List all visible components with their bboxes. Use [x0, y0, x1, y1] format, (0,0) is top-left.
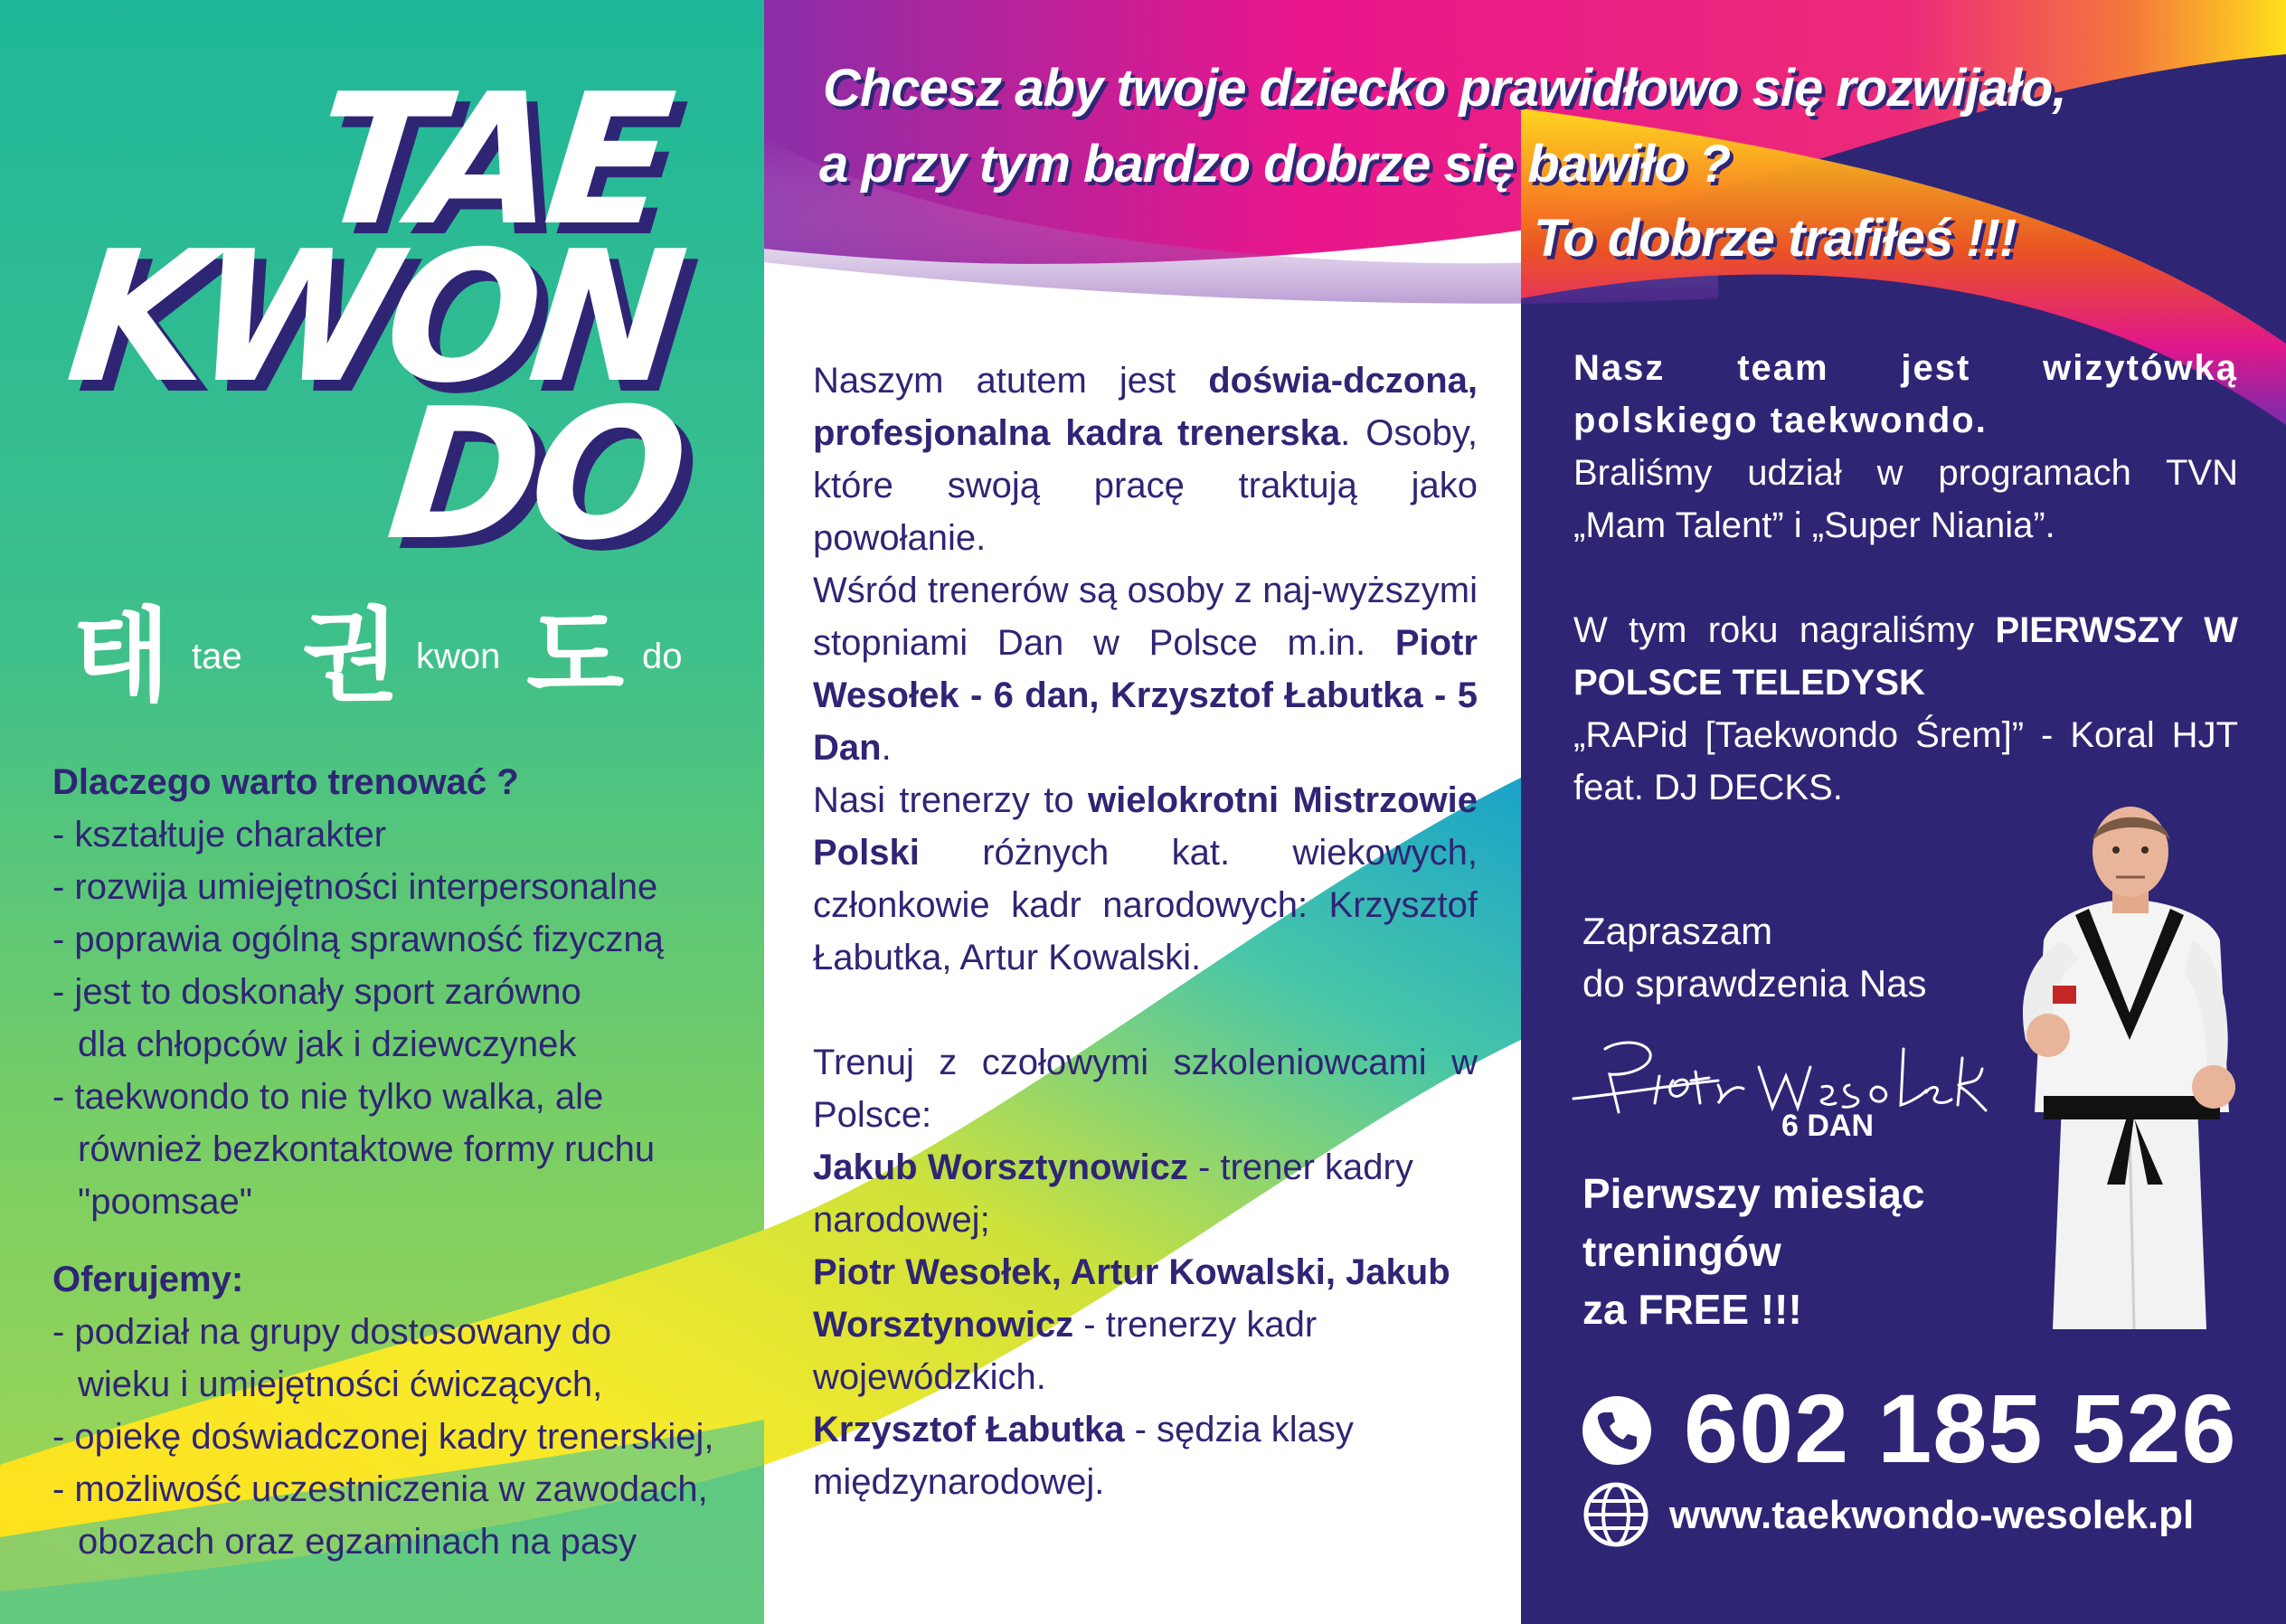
offer-section	[52, 1253, 713, 1568]
free-line: za FREE !!!	[1582, 1286, 1802, 1333]
why-item: - rozwija umiejętności interpersonalne	[52, 867, 658, 907]
hangul-kwon: 권	[302, 598, 401, 715]
why-item: - kształtuje charakter	[52, 815, 387, 854]
trainer-name: Piotr Wesołek, Artur Kowalski, Jakub Worsztynowicz	[813, 1252, 1450, 1345]
invite-line1: Zapraszam	[1582, 910, 1773, 952]
offer-item: wieku i umiejętności ćwiczących,	[78, 1364, 603, 1404]
phone-icon-glyph	[1582, 1396, 1651, 1465]
why-item: dla chłopców jak i dziewczynek	[78, 1024, 577, 1064]
middle-column	[813, 354, 1478, 1508]
team-bold: Nasz team jest wizytówką polskiego taekwondo.	[1573, 348, 2238, 440]
phone-number[interactable]: 602 185 526	[1684, 1374, 2237, 1483]
trainer-role: - trener kadry narodowej;	[813, 1147, 1413, 1240]
invite-line2: do sprawdzenia Nas	[1582, 962, 1927, 1005]
mid-text: . Osoby, które swoją pracę traktują jako powołanie.	[813, 413, 1478, 558]
headline-line2: a przy tym bardzo dobrze się bawiło ?	[819, 135, 1731, 194]
team-text: Braliśmy udział w programach TVN „Mam Talent” i „Super Niania”.	[1573, 453, 2238, 545]
mid-paragraph-dan	[813, 564, 1478, 774]
mid-trainer-2	[813, 1246, 1478, 1403]
mid-text: Nasi trenerzy to	[813, 780, 1089, 820]
logo-kwon: KWON	[59, 212, 685, 423]
signature-image	[1564, 1031, 1989, 1121]
team-heading	[1573, 342, 2238, 447]
clip-bold: PIERWSZY W POLSCE TELEDYSK	[1573, 610, 2239, 703]
logo-tae: TAE	[305, 55, 674, 266]
globe-icon	[1582, 1481, 1649, 1548]
why-item: "poomsae"	[78, 1182, 252, 1222]
trainer-role: - sędzia klasy międzynarodowej.	[813, 1410, 1354, 1502]
mid-text: .	[881, 728, 892, 768]
offer-item: - podział na grupy dostosowany do	[52, 1312, 612, 1352]
mid-bold: Piotr Wesołek - 6 dan, Krzysztof Łabutka - 5 Dan	[813, 623, 1478, 768]
roman-do: do	[642, 637, 683, 676]
headline-line3: To dobrze trafiłeś !!!	[1534, 209, 2017, 268]
phone-icon	[1582, 1396, 1651, 1465]
mid-text: Naszym atutem jest	[813, 361, 1209, 401]
headline-line1: Chcesz aby twoje dziecko prawidłowo się rozwijało,	[823, 59, 2066, 118]
mid-bold: doświa-dczona, profesjonalna kadra trenerska	[813, 361, 1478, 453]
free-line: treningów	[1582, 1228, 1781, 1275]
offer-item: - możliwość uczestniczenia w zawodach,	[52, 1469, 708, 1509]
why-item: również bezkontaktowe formy ruchu	[78, 1129, 656, 1169]
why-item: - taekwondo to nie tylko walka, ale	[52, 1077, 604, 1117]
why-title: Dlaczego warto trenować ?	[52, 762, 519, 802]
mid-text: różnych kat. wiekowych, członkowie kadr narodowych: Krzysztof Łabutka, Artur Kowalski.	[813, 833, 1478, 977]
roman-kwon: kwon	[416, 637, 501, 676]
dan-rank: 6 DAN	[1781, 1109, 1875, 1143]
trainer-name: Jakub Worsztynowicz	[813, 1147, 1188, 1187]
offer-title: Oferujemy:	[52, 1260, 244, 1299]
why-item: - jest to doskonały sport zarówno	[52, 972, 581, 1012]
offer-item: - opiekę doświadczonej kadry trenerskiej,	[52, 1417, 714, 1457]
mid-paragraph-staff	[813, 354, 1478, 564]
right-column	[1573, 342, 2238, 814]
offer-item: obozach oraz egzaminach na pasy	[78, 1522, 638, 1562]
clip-paragraph	[1573, 604, 2238, 709]
mid-paragraph-champions	[813, 774, 1478, 984]
trainer-name: Krzysztof Łabutka	[813, 1410, 1125, 1449]
mid-trainer-3	[813, 1403, 1478, 1508]
free-line: Pierwszy miesiąc	[1582, 1170, 1925, 1217]
hangul-tae: 태	[72, 598, 171, 715]
trainer-photo	[1998, 805, 2261, 1329]
website-link[interactable]: www.taekwondo-wesolek.pl	[1669, 1493, 2195, 1537]
roman-tae: tae	[192, 637, 242, 676]
why-item: - poprawia ogólną sprawność fizyczną	[52, 920, 664, 959]
trainer-role: - trenerzy kadr wojewódzkich.	[813, 1305, 1318, 1397]
mid-trainer-1	[813, 1141, 1478, 1246]
why-section	[52, 756, 664, 1228]
free-offer	[1582, 1165, 1924, 1338]
hangul-do: 도	[526, 598, 625, 715]
logo-do: DO	[379, 370, 688, 581]
mid-paragraph-train: Trenuj z czołowymi szkoleniowcami w Polsce:	[813, 1043, 1478, 1135]
clip-text: W tym roku nagraliśmy	[1573, 610, 1996, 650]
clip-title: „RAPid [Taekwondo Śrem]” - Koral HJT feat. DJ DECKS.	[1573, 715, 2238, 807]
mid-text: Wśród trenerów są osoby z naj-wyższymi stopniami Dan w Polsce m.in.	[813, 571, 1478, 663]
mid-bold: wielokrotni Mistrzowie Polski	[813, 780, 1478, 873]
